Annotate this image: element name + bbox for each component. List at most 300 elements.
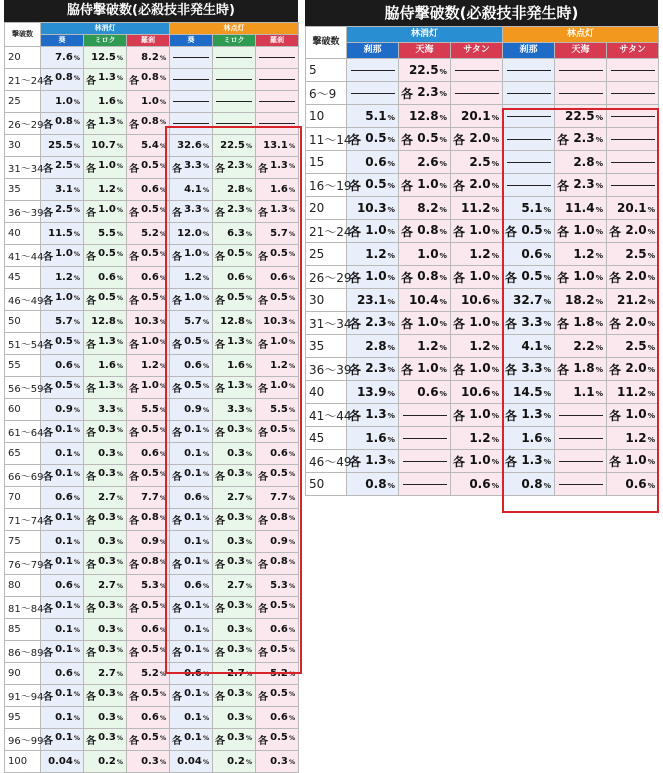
row-label: 60 — [5, 399, 41, 421]
value-number: 14.5 — [512, 385, 543, 399]
each-prefix: 各 — [86, 428, 96, 439]
each-prefix: 各 — [43, 428, 53, 439]
value-cell — [41, 509, 84, 531]
each-prefix: 各 — [172, 516, 183, 527]
value-cell — [41, 443, 84, 465]
value-cell — [256, 685, 299, 707]
percent-sign: % — [288, 275, 296, 282]
each-prefix: 各 — [129, 736, 139, 747]
percent-sign: % — [202, 495, 210, 502]
value-number: 10.4 — [408, 293, 439, 307]
each-prefix: 各 — [258, 296, 269, 307]
value-number: 0.5 — [270, 600, 288, 611]
each-prefix: 各 — [43, 164, 53, 175]
percent-sign: % — [543, 364, 552, 374]
right-table-panel — [305, 0, 659, 496]
each-prefix: 各 — [172, 384, 183, 395]
row-header-label: 撃破数 — [5, 23, 41, 47]
value-number: 1.2 — [270, 360, 288, 371]
percent-sign: % — [245, 207, 253, 214]
value-cell — [84, 135, 127, 157]
each-prefix: 各 — [453, 224, 466, 239]
value-cell — [41, 707, 84, 729]
value-cell — [84, 355, 127, 377]
value-cell — [127, 597, 170, 619]
value-number: 0.6 — [98, 272, 116, 283]
table-row — [5, 707, 299, 729]
percent-sign: % — [245, 231, 253, 238]
percent-sign: % — [245, 339, 253, 346]
value-number: 1.2 — [469, 431, 491, 445]
value-number: 0.5 — [270, 688, 288, 699]
row-label: 50 — [306, 473, 347, 496]
percent-sign: % — [159, 559, 167, 566]
value-cell — [256, 597, 299, 619]
table-row — [5, 179, 299, 201]
value-number: 0.1 — [55, 448, 73, 459]
value-cell — [127, 113, 170, 135]
value-cell — [213, 267, 256, 289]
value-cell — [213, 135, 256, 157]
table-row — [306, 151, 659, 174]
percent-sign: % — [73, 735, 80, 742]
group-header-light-on: 林点灯 — [503, 27, 659, 43]
value-number: 7.6 — [55, 52, 73, 63]
value-cell — [127, 575, 170, 597]
value-number: 11.2 — [460, 201, 491, 215]
each-prefix: 各 — [43, 692, 53, 703]
value-cell — [170, 399, 213, 421]
percent-sign: % — [439, 226, 447, 236]
value-number: 0.3 — [227, 688, 245, 699]
value-cell — [451, 59, 503, 82]
value-cell — [84, 663, 127, 685]
value-number: 1.0 — [270, 380, 288, 391]
each-prefix: 各 — [172, 472, 183, 483]
value-cell — [451, 128, 503, 151]
table-row — [5, 597, 299, 619]
value-number: 0.1 — [55, 712, 73, 723]
value-cell — [213, 509, 256, 531]
each-prefix: 各 — [453, 178, 466, 193]
value-number: 0.5 — [141, 160, 159, 171]
value-cell — [399, 197, 451, 220]
value-number: 10.6 — [460, 385, 491, 399]
value-cell — [170, 421, 213, 443]
dash-mark — [403, 461, 447, 462]
value-cell — [555, 197, 607, 220]
value-cell — [170, 69, 213, 91]
percent-sign: % — [116, 383, 123, 390]
percent-sign: % — [288, 691, 296, 698]
each-prefix: 各 — [86, 120, 96, 131]
header-row-characters — [306, 43, 659, 59]
group-header-light-off: 林消灯 — [347, 27, 503, 43]
table-row — [5, 465, 299, 487]
percent-sign: % — [159, 759, 167, 766]
each-prefix: 各 — [86, 76, 96, 87]
row-label: 96～99 — [5, 729, 41, 751]
row-label: 35 — [306, 335, 347, 358]
value-cell — [399, 174, 451, 197]
value-cell — [41, 135, 84, 157]
percent-sign: % — [543, 343, 552, 352]
percent-sign: % — [116, 295, 123, 302]
value-cell — [127, 201, 170, 223]
table-row — [5, 729, 299, 751]
value-number: 10.6 — [460, 293, 491, 307]
percent-sign: % — [387, 113, 395, 122]
value-cell — [256, 201, 299, 223]
dash-mark — [216, 101, 252, 102]
percent-sign: % — [288, 515, 296, 522]
value-number: 5.2 — [270, 668, 288, 679]
value-cell — [41, 201, 84, 223]
value-cell — [127, 663, 170, 685]
value-cell — [41, 311, 84, 333]
value-cell — [555, 266, 607, 289]
value-number: 7.7 — [141, 492, 159, 503]
value-cell — [347, 105, 399, 128]
percent-sign: % — [202, 207, 210, 214]
each-prefix: 各 — [129, 428, 139, 439]
value-number: 22.5 — [408, 63, 439, 77]
row-label: 100 — [5, 751, 41, 773]
value-cell — [347, 59, 399, 82]
value-cell — [170, 443, 213, 465]
percent-sign: % — [202, 603, 210, 610]
value-cell — [555, 427, 607, 450]
value-cell — [41, 245, 84, 267]
left-table — [4, 22, 299, 773]
value-cell — [84, 311, 127, 333]
percent-sign: % — [116, 451, 123, 458]
each-prefix: 各 — [86, 384, 96, 395]
value-number: 1.3 — [98, 336, 116, 347]
percent-sign: % — [159, 55, 167, 62]
value-number: 0.1 — [55, 732, 73, 743]
value-number: 3.3 — [227, 404, 245, 415]
each-prefix: 各 — [453, 408, 466, 423]
percent-sign: % — [159, 207, 167, 214]
value-cell — [399, 59, 451, 82]
value-number: 1.6 — [365, 431, 387, 445]
value-number: 0.3 — [270, 756, 288, 767]
value-cell — [213, 707, 256, 729]
value-cell — [84, 47, 127, 69]
value-number: 2.8 — [573, 155, 595, 169]
value-cell — [213, 575, 256, 597]
value-number: 10.7 — [91, 140, 116, 151]
value-cell — [170, 245, 213, 267]
value-number: 0.5 — [521, 268, 543, 283]
value-cell — [170, 355, 213, 377]
value-cell — [503, 335, 555, 358]
value-cell — [213, 641, 256, 663]
value-number: 3.3 — [98, 404, 116, 415]
each-prefix: 各 — [258, 428, 269, 439]
percent-sign: % — [73, 251, 80, 258]
column-header-4: ミロク — [213, 35, 256, 47]
value-number: 1.0 — [573, 222, 595, 237]
value-number: 5.5 — [141, 404, 159, 415]
percent-sign: % — [116, 559, 123, 566]
percent-sign: % — [116, 99, 123, 106]
value-cell — [84, 443, 127, 465]
percent-sign: % — [288, 627, 296, 634]
value-number: 12.8 — [408, 109, 439, 123]
percent-sign: % — [159, 363, 167, 370]
value-number: 0.8 — [417, 222, 439, 237]
percent-sign: % — [202, 319, 210, 326]
value-cell — [127, 553, 170, 575]
percent-sign: % — [245, 627, 253, 634]
percent-sign: % — [116, 583, 123, 590]
each-prefix: 各 — [215, 692, 226, 703]
each-prefix: 各 — [43, 648, 53, 659]
value-cell — [213, 245, 256, 267]
value-number: 1.0 — [469, 222, 491, 237]
value-number: 10.3 — [263, 316, 288, 327]
value-number: 2.3 — [365, 360, 387, 375]
row-label: 56～59 — [5, 377, 41, 399]
percent-sign: % — [491, 435, 500, 444]
value-number: 5.7 — [55, 316, 73, 327]
value-cell — [256, 729, 299, 751]
each-prefix: 各 — [453, 316, 466, 331]
percent-sign: % — [202, 451, 210, 458]
percent-sign: % — [288, 407, 296, 414]
value-cell — [555, 128, 607, 151]
value-cell — [451, 197, 503, 220]
dash-mark — [559, 93, 603, 94]
percent-sign: % — [116, 407, 123, 414]
value-cell — [399, 404, 451, 427]
row-label: 11～14 — [306, 128, 347, 151]
value-cell — [256, 377, 299, 399]
value-cell — [256, 663, 299, 685]
percent-sign: % — [491, 134, 500, 144]
value-cell — [41, 333, 84, 355]
each-prefix: 各 — [258, 516, 269, 527]
value-number: 1.6 — [270, 184, 288, 195]
value-number: 0.1 — [55, 688, 73, 699]
percent-sign: % — [202, 515, 210, 522]
each-prefix: 各 — [86, 648, 96, 659]
value-cell — [503, 243, 555, 266]
value-number: 1.0 — [141, 380, 159, 391]
value-number: 4.1 — [521, 339, 543, 353]
value-cell — [607, 450, 659, 473]
percent-sign: % — [647, 205, 656, 214]
percent-sign: % — [116, 647, 123, 654]
percent-sign: % — [387, 205, 395, 214]
each-prefix: 各 — [258, 736, 269, 747]
each-prefix: 各 — [401, 316, 414, 331]
percent-sign: % — [595, 180, 604, 190]
value-number: 2.5 — [625, 247, 647, 261]
each-prefix: 各 — [129, 648, 139, 659]
value-number: 0.3 — [98, 732, 116, 743]
percent-sign: % — [159, 275, 167, 282]
percent-sign: % — [387, 364, 395, 374]
percent-sign: % — [543, 297, 552, 306]
value-cell — [84, 91, 127, 113]
value-number: 1.3 — [98, 72, 116, 83]
value-cell — [503, 312, 555, 335]
value-number: 0.8 — [141, 512, 159, 523]
table-row — [306, 266, 659, 289]
percent-sign: % — [595, 364, 604, 374]
value-cell — [555, 312, 607, 335]
percent-sign: % — [73, 627, 80, 634]
percent-sign: % — [73, 495, 80, 502]
value-cell — [607, 220, 659, 243]
value-cell — [399, 358, 451, 381]
percent-sign: % — [387, 318, 395, 328]
value-number: 1.0 — [469, 406, 491, 421]
value-number: 32.7 — [512, 293, 543, 307]
percent-sign: % — [245, 759, 253, 766]
value-number: 13.9 — [356, 385, 387, 399]
value-number: 2.0 — [469, 176, 491, 191]
percent-sign: % — [288, 319, 296, 326]
dash-mark — [173, 57, 209, 58]
percent-sign: % — [116, 207, 123, 214]
percent-sign: % — [116, 363, 123, 370]
table-row — [306, 105, 659, 128]
value-number: 1.0 — [469, 360, 491, 375]
value-cell — [127, 47, 170, 69]
value-cell — [347, 312, 399, 335]
value-number: 0.6 — [227, 272, 245, 283]
value-number: 0.6 — [270, 272, 288, 283]
percent-sign: % — [439, 88, 447, 98]
table-row — [306, 358, 659, 381]
table-row — [5, 91, 299, 113]
value-cell — [84, 641, 127, 663]
percent-sign: % — [647, 435, 656, 444]
row-label: 81～84 — [5, 597, 41, 619]
percent-sign: % — [73, 427, 80, 434]
value-cell — [41, 597, 84, 619]
dash-mark — [559, 70, 603, 71]
percent-sign: % — [116, 759, 123, 766]
value-cell — [256, 223, 299, 245]
percent-sign: % — [116, 471, 123, 478]
value-cell — [170, 751, 213, 773]
value-number: 0.6 — [270, 712, 288, 723]
value-number: 0.9 — [55, 404, 73, 415]
value-cell — [127, 333, 170, 355]
value-cell — [170, 553, 213, 575]
each-prefix: 各 — [557, 270, 570, 285]
value-cell — [399, 243, 451, 266]
each-prefix: 各 — [401, 270, 414, 285]
value-number: 0.1 — [184, 448, 202, 459]
percent-sign: % — [202, 583, 210, 590]
value-number: 0.6 — [184, 492, 202, 503]
percent-sign: % — [202, 383, 210, 390]
percent-sign: % — [73, 603, 80, 610]
value-number: 5.5 — [270, 404, 288, 415]
percent-sign: % — [116, 427, 123, 434]
value-cell — [41, 685, 84, 707]
value-number: 20.1 — [460, 109, 491, 123]
percent-sign: % — [202, 231, 210, 238]
value-cell — [256, 421, 299, 443]
value-cell — [256, 641, 299, 663]
row-label: 15 — [306, 151, 347, 174]
value-cell — [170, 91, 213, 113]
each-prefix: 各 — [258, 692, 269, 703]
percent-sign: % — [387, 226, 395, 236]
value-cell — [84, 597, 127, 619]
percent-sign: % — [202, 735, 210, 742]
value-number: 1.0 — [417, 247, 439, 261]
value-number: 1.0 — [417, 176, 439, 191]
value-number: 0.6 — [55, 492, 73, 503]
each-prefix: 各 — [215, 736, 226, 747]
percent-sign: % — [245, 583, 253, 590]
value-number: 0.5 — [270, 644, 288, 655]
value-number: 0.5 — [141, 468, 159, 479]
value-cell — [84, 751, 127, 773]
percent-sign: % — [491, 318, 500, 328]
value-number: 2.6 — [417, 155, 439, 169]
value-cell — [256, 113, 299, 135]
percent-sign: % — [159, 427, 167, 434]
percent-sign: % — [595, 389, 604, 398]
value-number: 0.5 — [227, 248, 245, 259]
value-number: 0.1 — [184, 424, 202, 435]
row-label: 31～34 — [306, 312, 347, 335]
percent-sign: % — [202, 759, 210, 766]
row-label: 31～34 — [5, 157, 41, 179]
each-prefix: 各 — [609, 270, 622, 285]
value-number: 0.3 — [98, 600, 116, 611]
percent-sign: % — [73, 451, 80, 458]
value-cell — [84, 707, 127, 729]
value-number: 3.3 — [184, 204, 202, 215]
each-prefix: 各 — [215, 164, 226, 175]
value-number: 2.7 — [98, 668, 116, 679]
value-cell — [41, 531, 84, 553]
value-number: 0.5 — [141, 600, 159, 611]
row-label: 26～29 — [306, 266, 347, 289]
dash-mark — [559, 484, 603, 485]
each-prefix: 各 — [43, 736, 53, 747]
percent-sign: % — [245, 495, 253, 502]
each-prefix: 各 — [505, 408, 518, 423]
value-cell — [213, 91, 256, 113]
percent-sign: % — [387, 297, 395, 306]
percent-sign: % — [245, 715, 253, 722]
value-cell — [213, 553, 256, 575]
value-number: 1.2 — [417, 339, 439, 353]
header-row-groups — [5, 23, 299, 35]
percent-sign: % — [288, 759, 296, 766]
value-number: 0.5 — [141, 248, 159, 259]
value-number: 1.0 — [98, 160, 116, 171]
value-cell — [170, 201, 213, 223]
percent-sign: % — [159, 671, 167, 678]
value-number: 0.5 — [55, 336, 73, 347]
value-cell — [170, 113, 213, 135]
value-number: 5.2 — [141, 228, 159, 239]
value-cell — [555, 404, 607, 427]
percent-sign: % — [116, 627, 123, 634]
